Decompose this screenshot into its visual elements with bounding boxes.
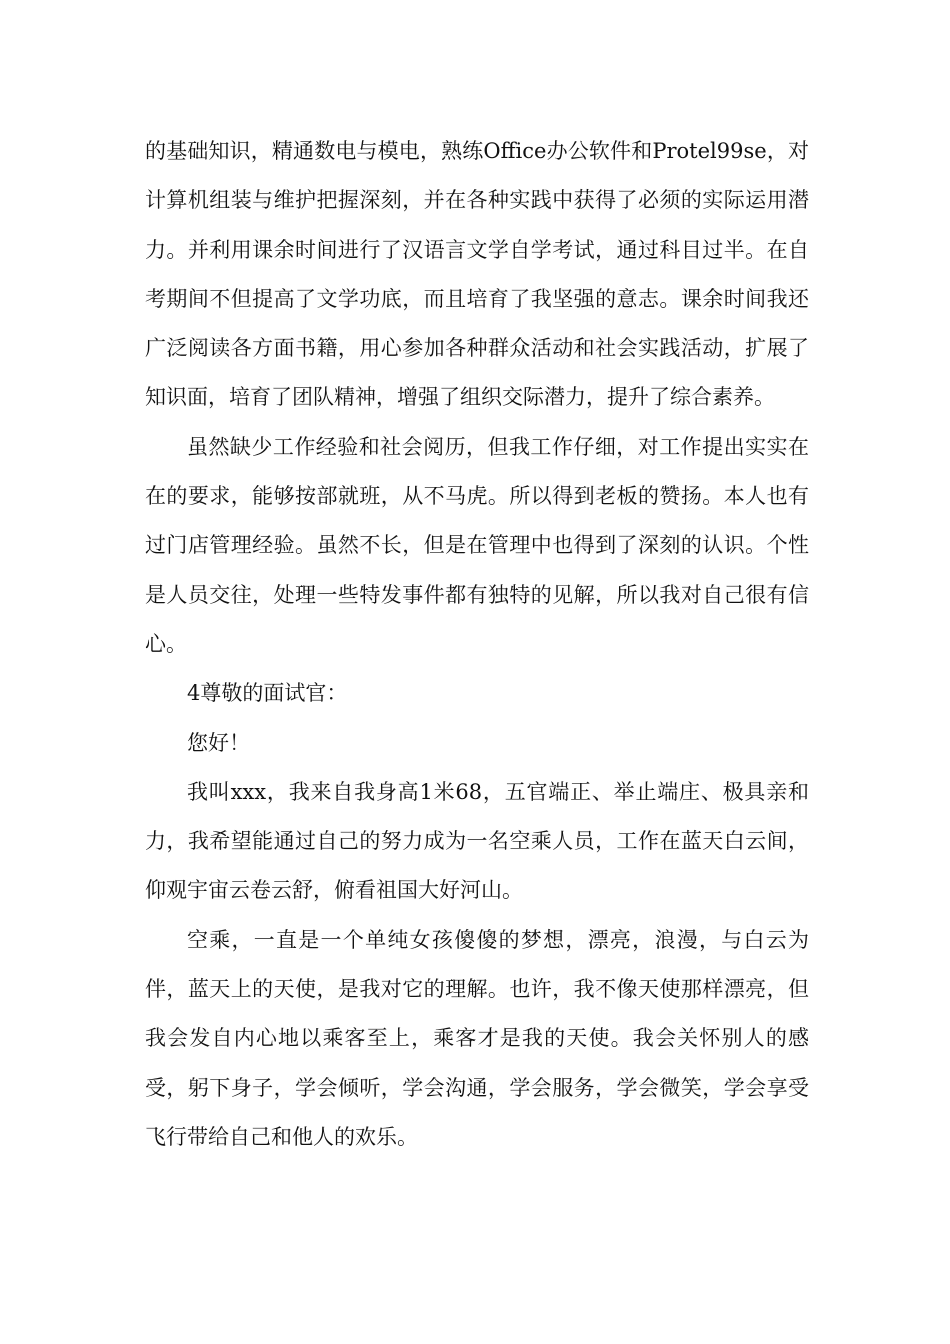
paragraph-self-introduction: 我叫xxx，我来自我身高1米68，五官端正、举止端庄、极具亲和力，我希望能通过自己的努力成为一名空乘人员，工作在蓝天白云间，仰观宇宙云卷云舒，俯看祖国大好河山。 <box>145 779 809 903</box>
letter-salutation: 4尊敬的面试官： <box>187 681 348 706</box>
paragraph-skills: 的基础知识，精通数电与模电，熟练Office办公软件和Protel99se，对计算机组装与维护把握深刻，并在各种实践中获得了必须的实际运用潜力。并利用课余时间进行了汉语言文学自学考试，通过科目过半。在自考期间不但提高了文学功底，而且培育了我坚强的意志。课余时间我还广泛阅读各方面书籍，用心参加各种群众活动和社会实践活动，扩展了知识面，培育了团队精神，增强了组织交际潜力，提升了综合素养。 <box>145 139 809 410</box>
document-body <box>145 127 809 1162</box>
letter-greeting: 您好！ <box>187 730 250 755</box>
paragraph-work-attitude: 虽然缺少工作经验和社会阅历，但我工作仔细，对工作提出实实在在的要求，能够按部就班，从不马虎。所以得到老板的赞扬。本人也有过门店管理经验。虽然不长，但是在管理中也得到了深刻的认识。个性是人员交往，处理一些特发事件都有独特的见解，所以我对自己很有信心。 <box>145 434 809 656</box>
paragraph-flight-attendant-dream: 空乘，一直是一个单纯女孩傻傻的梦想，漂亮，浪漫，与白云为伴，蓝天上的天使，是我对它的理解。也许，我不像天使那样漂亮，但我会发自内心地以乘客至上，乘客才是我的天使。我会关怀别人的感受，躬下身子，学会倾听，学会沟通，学会服务，学会微笑，学会享受飞行带给自己和他人的欢乐。 <box>145 927 809 1149</box>
